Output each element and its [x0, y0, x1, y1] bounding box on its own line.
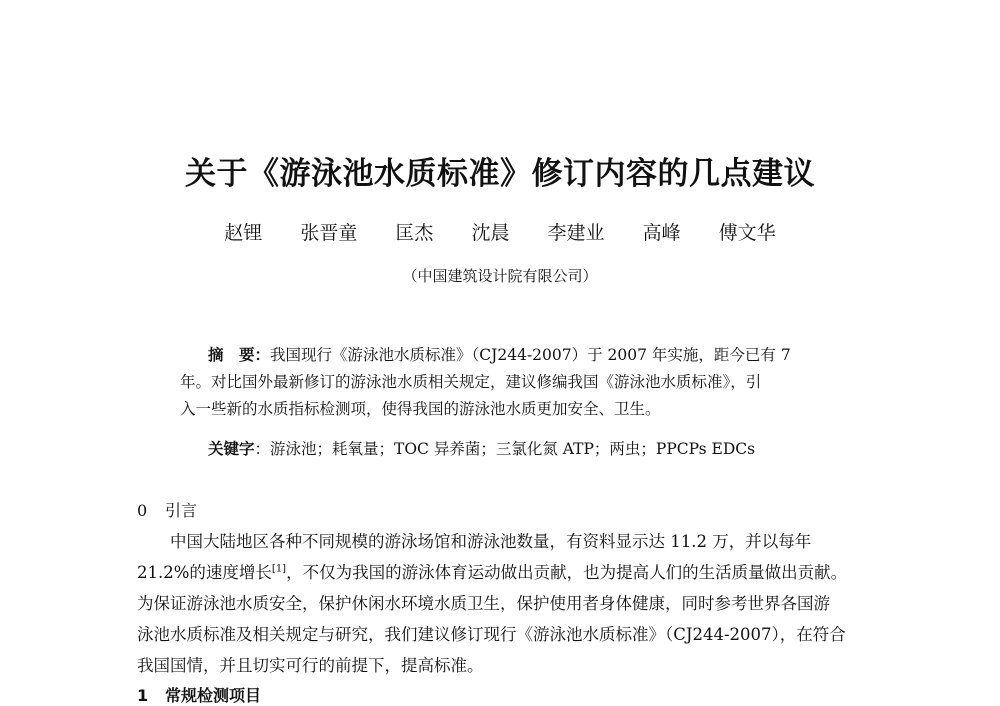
paragraph-line: 为保证游泳池水质安全，保护休闲水环境水质卫生，保护使用者身体健康，同时参考世界各国游	[137, 594, 830, 613]
paragraph-line: 中国大陆地区各种不同规模的游泳场馆和游泳池数量，有资料显示达 11.2 万，并以每年	[170, 532, 812, 551]
author-list	[0, 218, 1000, 245]
keywords-label: 关键字	[208, 440, 255, 458]
paragraph-text: ，不仅为我国的游泳体育运动做出贡献，也为提高人们的生活质量做出贡献。	[286, 563, 848, 582]
keywords-text: ：游泳池；耗氧量；TOC 异养菌；三氯化氮 ATP；两虫；PPCPs EDCs	[254, 440, 756, 458]
section-number: 1	[137, 686, 149, 705]
abstract-label: 摘 要	[208, 346, 255, 364]
paragraph-text: 21.2%的速度增长	[137, 563, 272, 582]
abstract-text: 我国现行《游泳池水质标准》（CJ244-2007）于 2007 年实施，距今已有 7	[270, 346, 791, 364]
abstract-line: 年。对比国外最新修订的游泳池水质相关规定，建议修编我国《游泳池水质标准》，引	[180, 373, 762, 391]
author-name: 匡杰	[395, 222, 434, 244]
paper-title: 关于《游泳池水质标准》修订内容的几点建议	[185, 156, 815, 192]
abstract-colon: ：	[254, 346, 271, 364]
author-name: 沈晨	[471, 222, 510, 244]
section-title: 常规检测项目	[165, 686, 262, 705]
section-heading-routine-tests	[137, 683, 261, 706]
section-title: 引言	[165, 501, 198, 520]
section-number: 0	[137, 501, 148, 520]
author-name: 李建业	[547, 222, 605, 244]
abstract-line: 入一些新的水质指标检测项，使得我国的游泳池水质更加安全、卫生。	[180, 400, 661, 418]
paragraph-line	[137, 557, 881, 588]
section-heading-intro	[137, 498, 197, 521]
abstract	[180, 342, 840, 423]
author-name: 高峰	[642, 222, 681, 244]
keywords	[208, 437, 755, 459]
paragraph-line: 泳池水质标准及相关规定与研究，我们建议修订现行《游泳池水质标准》（CJ244-2007），在符合	[137, 625, 846, 644]
author-name: 张晋童	[300, 222, 358, 244]
author-name: 傅文华	[718, 222, 776, 244]
paragraph-line: 我国国情，并且切实可行的前提下，提高标准。	[137, 656, 484, 675]
citation-ref[interactable]: [1]	[271, 563, 287, 575]
intro-paragraph	[137, 526, 881, 681]
author-name: 赵锂	[224, 222, 263, 244]
affiliation: （中国建筑设计院有限公司）	[402, 267, 598, 285]
abstract-line	[180, 342, 840, 369]
